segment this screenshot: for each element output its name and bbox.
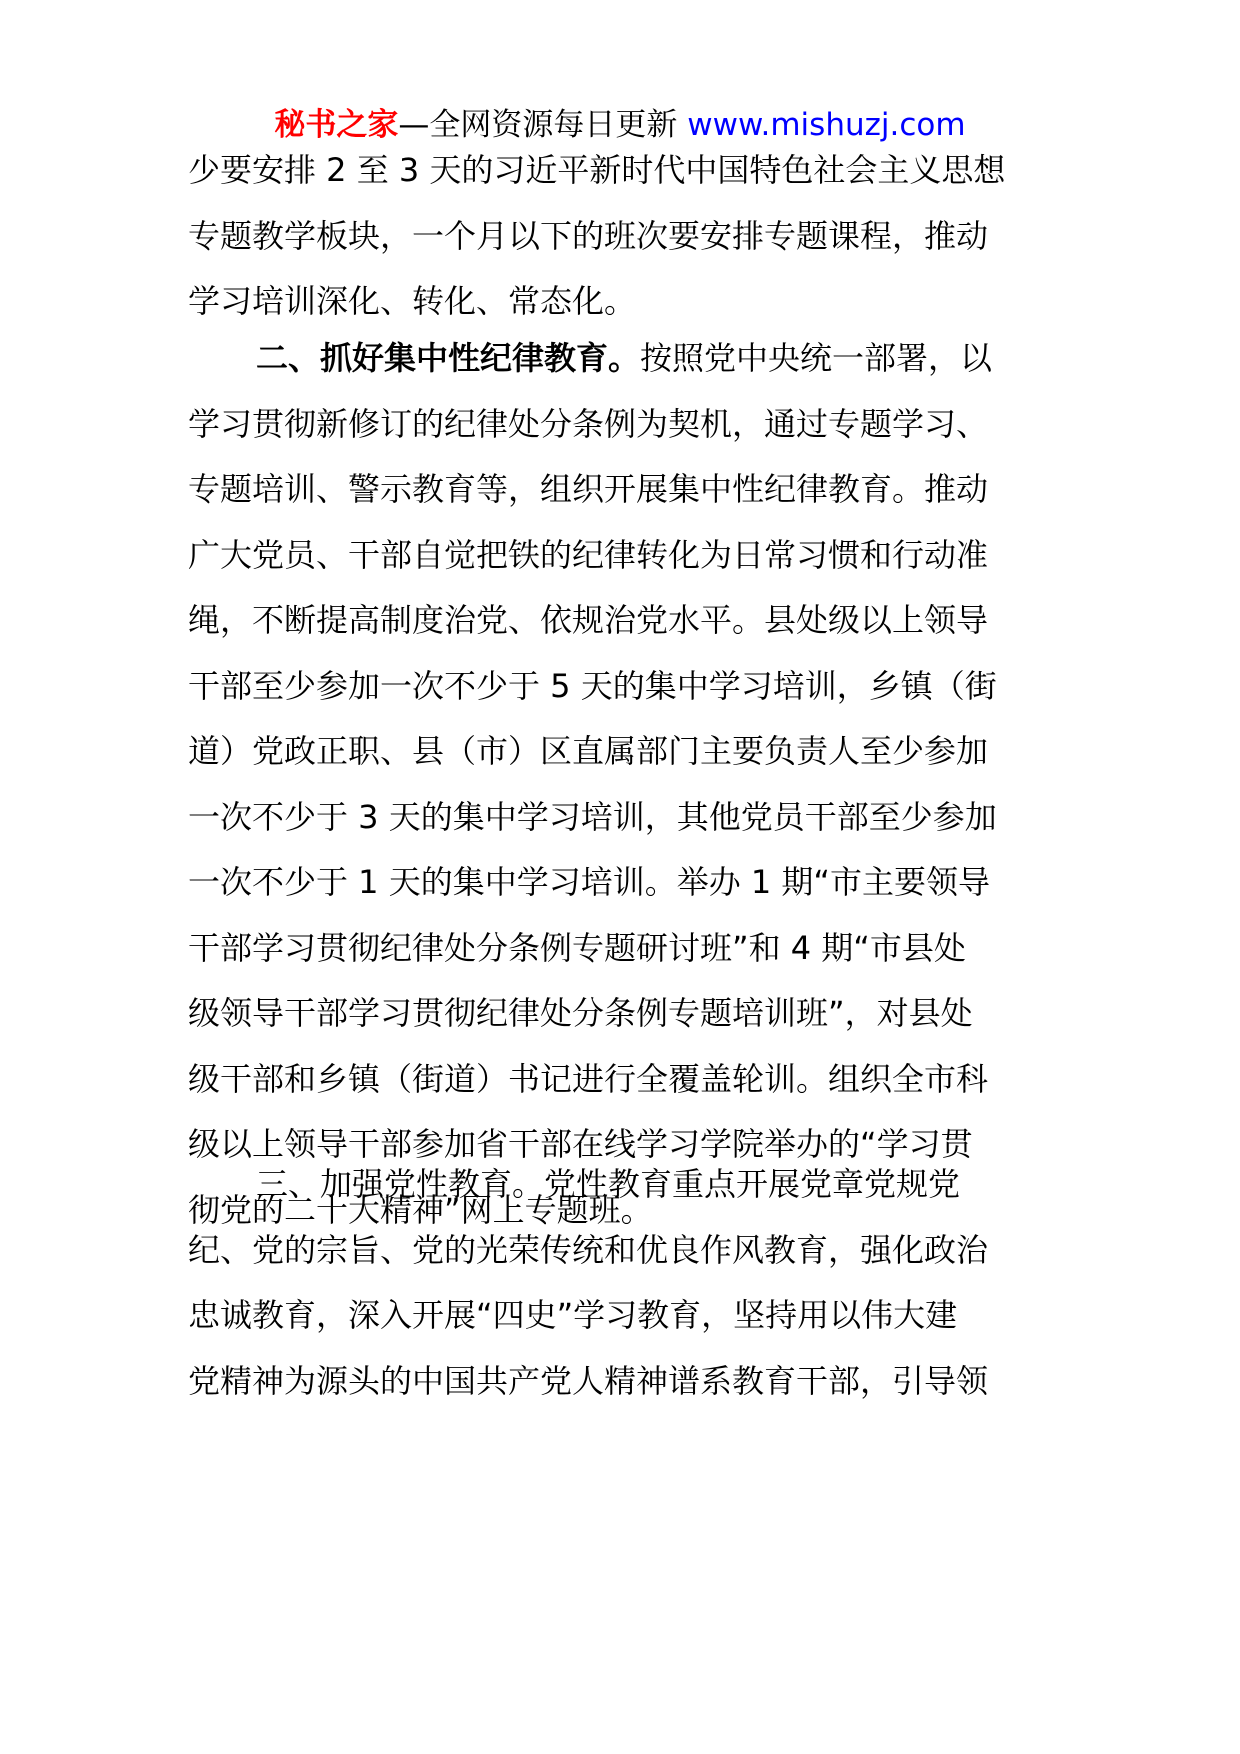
text-line: 一次不少于 3 天的集中学习培训，其他党员干部至少参加 (188, 797, 997, 836)
text-line: 专题教学板块，一个月以下的班次要安排专题课程，推动 (188, 216, 989, 255)
text-line: 道）党政正职、县（市）区直属部门主要负责人至少参加 (188, 732, 989, 770)
text-line: 专题培训、警示教育等，组织开展集中性纪律教育。推动 (188, 470, 989, 508)
text-line: 少要安排 2 至 3 天的习近平新时代中国特色社会主义思想 (188, 151, 1006, 189)
section-discipline-education (188, 326, 1058, 1243)
site-url[interactable]: www.mishuzj.com (687, 107, 966, 143)
text-line: 彻党的二十大精神”网上专题班。 (188, 1190, 653, 1229)
text-line: 一次不少于 1 天的集中学习培训。举办 1 期“市主要领导 (188, 863, 990, 901)
text-line: 级以上领导干部参加省干部在线学习学院举办的“学习贯 (188, 1125, 973, 1163)
section-party-spirit-education (188, 1152, 1058, 1414)
text-line: 学习贯彻新修订的纪律处分条例为契机，通过专题学习、 (188, 404, 989, 443)
text-line: 干部至少参加一次不少于 5 天的集中学习培训，乡镇（街 (188, 666, 997, 705)
text-line: 绳，不断提高制度治党、依规治党水平。县处级以上领导 (188, 601, 989, 639)
text-line: 学习培训深化、转化、常态化。 (188, 282, 637, 320)
text-line: 级干部和乡镇（街道）书记进行全覆盖轮训。组织全市科 (188, 1059, 989, 1098)
section-heading: 二、抓好集中性纪律教育。 (256, 339, 641, 377)
text-line: 纪、党的宗旨、党的光荣传统和优良作风教育，强化政治 (188, 1230, 989, 1269)
text-line: 忠诚教育，深入开展“四史”学习教育，坚持用以伟大建 (188, 1296, 958, 1334)
section-first-line (188, 326, 1058, 392)
section-first-line: 三、加强党性教育。党性教育重点开展党章党规党 (256, 1165, 961, 1203)
text-line: 级领导干部学习贯彻纪律处分条例专题培训班”，对县处 (188, 994, 973, 1032)
site-brand: 秘书之家 (274, 107, 399, 143)
text-line: 党精神为源头的中国共产党人精神谱系教育干部，引导领 (188, 1361, 989, 1400)
text-line: 广大党员、干部自觉把铁的纪律转化为日常习惯和行动准 (188, 535, 989, 574)
section-first-text: 按照党中央统一部署，以 (640, 339, 993, 377)
text-line: 干部学习贯彻纪律处分条例专题研讨班”和 4 期“市县处 (188, 928, 966, 967)
site-slogan: —全网资源每日更新 (398, 107, 678, 143)
document-body (188, 138, 1058, 335)
